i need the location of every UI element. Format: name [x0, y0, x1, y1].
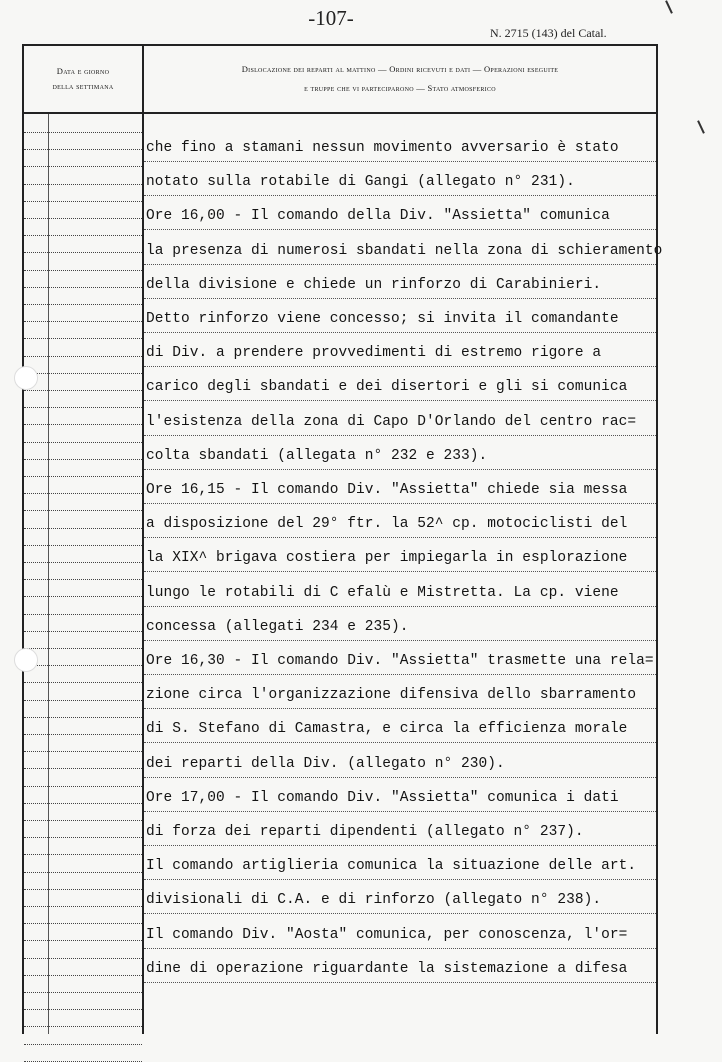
text-line: Ore 16,30 - Il comando Div. "Assietta" trasmette una rela=: [146, 653, 654, 669]
date-dotted-line: [24, 373, 142, 374]
date-dotted-line: [24, 854, 142, 855]
date-dotted-line: [24, 579, 142, 580]
text-line: di forza dei reparti dipendenti (allegato n° 237).: [146, 824, 584, 840]
ruled-line: [144, 435, 656, 436]
date-dotted-line: [24, 390, 142, 391]
date-dotted-line: [24, 700, 142, 701]
date-dotted-line: [24, 648, 142, 649]
ruled-line: [144, 948, 656, 949]
text-line: la presenza di numerosi sbandati nella zona di schieramento: [146, 243, 663, 259]
date-dotted-line: [24, 476, 142, 477]
ruled-line: [144, 264, 656, 265]
date-dotted-line: [24, 459, 142, 460]
edge-mark: [665, 0, 673, 14]
ruled-line: [144, 195, 656, 196]
date-dotted-line: [24, 751, 142, 752]
text-line: di S. Stefano di Camastra, e circa la efficienza morale: [146, 721, 628, 737]
date-header-line1: Data e giorno: [56, 66, 110, 76]
ruled-line: [144, 469, 656, 470]
date-dotted-line: [24, 1044, 142, 1045]
ruled-line: [144, 366, 656, 367]
punch-hole: [14, 648, 38, 672]
ruled-line: [144, 229, 656, 230]
ruled-line: [144, 537, 656, 538]
punch-hole: [14, 366, 38, 390]
date-dotted-line: [24, 424, 142, 425]
date-dotted-line: [24, 614, 142, 615]
date-dotted-line: [24, 923, 142, 924]
text-line: Il comando artiglieria comunica la situazione delle art.: [146, 858, 637, 874]
form-header: [24, 46, 656, 114]
ruled-line: [144, 298, 656, 299]
ruled-line: [144, 400, 656, 401]
date-dotted-line: [24, 717, 142, 718]
date-dotted-line: [24, 562, 142, 563]
date-dotted-line: [24, 356, 142, 357]
ruled-line: [144, 811, 656, 812]
text-line: Ore 17,00 - Il comando Div. "Assietta" comunica i dati: [146, 790, 619, 806]
date-dotted-line: [24, 1026, 142, 1027]
text-line: lungo le rotabili di C efalù e Mistretta. La cp. viene: [146, 585, 619, 601]
date-dotted-line: [24, 803, 142, 804]
date-dotted-line: [24, 184, 142, 185]
date-dotted-line: [24, 252, 142, 253]
catalog-reference: N. 2715 (143) del Catal.: [490, 26, 607, 40]
date-dotted-line: [24, 1009, 142, 1010]
date-dotted-line: [24, 975, 142, 976]
text-line: Ore 16,00 - Il comando della Div. "Assietta" comunica: [146, 208, 610, 224]
date-dotted-line: [24, 270, 142, 271]
ruled-line: [144, 571, 656, 572]
date-dotted-line: [24, 510, 142, 511]
date-dotted-line: [24, 201, 142, 202]
date-column-header: [24, 46, 144, 112]
date-dotted-line: [24, 149, 142, 150]
date-dotted-line: [24, 287, 142, 288]
ruled-line: [144, 161, 656, 162]
date-header-line2: della settimana: [52, 81, 114, 91]
date-dotted-line: [24, 734, 142, 735]
date-dotted-line: [24, 304, 142, 305]
date-dotted-line: [24, 837, 142, 838]
text-line: di Div. a prendere provvedimenti di estremo rigore a: [146, 345, 602, 361]
edge-mark: [697, 120, 705, 134]
text-line: la XIX^ brigava costiera per impiegarla in esplorazione: [146, 550, 628, 566]
date-dotted-line: [24, 338, 142, 339]
text-line: colta sbandati (allegata n° 232 e 233).: [146, 448, 488, 464]
date-dotted-line: [24, 889, 142, 890]
date-dotted-line: [24, 596, 142, 597]
text-line: carico degli sbandati e dei disertori e gli si comunica: [146, 379, 628, 395]
ruled-line: [144, 742, 656, 743]
date-dotted-line: [24, 906, 142, 907]
ruled-line: [144, 982, 656, 983]
date-dotted-line: [24, 321, 142, 322]
content-header-line1: Dislocazione dei reparti al mattino — Ordini ricevuti e dati — Operazioni eseguite: [241, 64, 559, 74]
date-dotted-line: [24, 442, 142, 443]
text-line: della divisione e chiede un rinforzo di Carabinieri.: [146, 277, 602, 293]
date-dotted-line: [24, 166, 142, 167]
content-column-header: [144, 46, 656, 126]
text-line: Il comando Div. "Aosta" comunica, per conoscenza, l'or=: [146, 927, 628, 943]
ruled-line: [144, 640, 656, 641]
date-dotted-line: [24, 528, 142, 529]
ruled-line: [144, 845, 656, 846]
text-line: dine di operazione riguardante la sistemazione a difesa: [146, 961, 628, 977]
date-dotted-line: [24, 665, 142, 666]
ruled-line: [144, 777, 656, 778]
date-dotted-line: [24, 132, 142, 133]
date-dotted-line: [24, 768, 142, 769]
date-dotted-line: [24, 682, 142, 683]
date-dotted-line: [24, 235, 142, 236]
ruled-line: [144, 606, 656, 607]
text-line: l'esistenza della zona di Capo D'Orlando del centro rac=: [146, 414, 637, 430]
text-line: concessa (allegati 234 e 235).: [146, 619, 409, 635]
date-dotted-line: [24, 992, 142, 993]
date-dotted-line: [24, 872, 142, 873]
date-dotted-line: [24, 631, 142, 632]
date-dotted-line: [24, 940, 142, 941]
ruled-line: [144, 708, 656, 709]
date-dotted-line: [24, 820, 142, 821]
date-dotted-line: [24, 958, 142, 959]
text-line: che fino a stamani nessun movimento avversario è stato: [146, 140, 619, 156]
text-line: a disposizione del 29° ftr. la 52^ cp. motociclisti del: [146, 516, 628, 532]
ruled-line: [144, 913, 656, 914]
text-line: Detto rinforzo viene concesso; si invita il comandante: [146, 311, 619, 327]
date-dotted-line: [24, 786, 142, 787]
content-header-line2: e truppe che vi parteciparono — Stato atmosferico: [304, 83, 496, 93]
text-line: notato sulla rotabile di Gangi (allegato n° 231).: [146, 174, 575, 190]
date-dotted-line: [24, 218, 142, 219]
date-column: [24, 114, 144, 1034]
text-line: dei reparti della Div. (allegato n° 230).: [146, 756, 505, 772]
text-line: Ore 16,15 - Il comando Div. "Assietta" chiede sia messa: [146, 482, 628, 498]
page-number: -107-: [308, 6, 354, 30]
date-dotted-line: [24, 407, 142, 408]
ruled-line: [144, 879, 656, 880]
ruled-line: [144, 503, 656, 504]
date-dotted-line: [24, 493, 142, 494]
ruled-line: [144, 674, 656, 675]
text-line: divisionali di C.A. e di rinforzo (allegato n° 238).: [146, 892, 602, 908]
date-dotted-line: [24, 545, 142, 546]
ruled-line: [144, 332, 656, 333]
text-line: zione circa l'organizzazione difensiva dello sbarramento: [146, 687, 637, 703]
